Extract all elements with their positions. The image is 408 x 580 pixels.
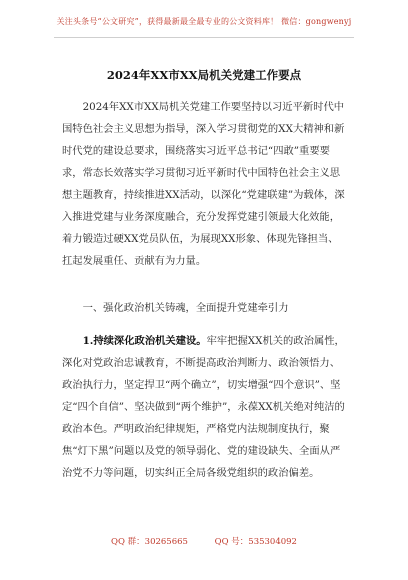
header-divider (54, 37, 354, 38)
footer-qq-group: QQ 群：30265665 (111, 537, 188, 547)
item-lead: 1.持续深化政治机关建设。 (82, 335, 207, 347)
document-title: 2024年XX市XX局机关党建工作要点 (106, 68, 302, 82)
intro-paragraph: 2024年XX市XX局机关党建工作要坚持以习近平新时代中国特色社会主义思想为指导，深入学习贯彻党的XX大精神和新时代党的建设总要求，围绕落实习近平总书记“四敢”重要要求，常态长效落实学习贯彻习近平新时代中国特色社会主义思想主题教育，持续推进XX活动，以深化“党建联建”为载体，深入推进党建与业务深度融合，充分发挥党建引领最大化效能，着力锻造过硬XX党员队伍，为展现XX形象、体现先锋担当、扛起发展重任、贡献有为力量。 (62, 101, 345, 267)
item-paragraph (62, 330, 346, 484)
header-promo-text: 关注头条号“公文研究”，获得最新最全最专业的公文资料库！ 微信：gongwenyj (56, 17, 352, 26)
footer-contact (0, 535, 408, 547)
footer-qq-number: QQ 号：535304092 (214, 537, 297, 547)
item-body: 牢牢把握XX机关的政治属性，深化对党政治忠诚教育，不断提高政治判断力、政治领悟力、政治执行力，坚定捍卫“两个确立”，切实增强“四个意识”、坚定“四个自信”、坚决做到“两个维护”，永葆XX机关绝对纯洁的政治本色。严明政治纪律规矩，严格党内法规制度执行，聚焦“灯下黑”问题以及党的领导弱化、党的建设缺失、全面从严治党不力等问题，切实纠正全局各级党组织的政治偏差。 (62, 335, 345, 479)
section-heading: 一、强化政治机关铸魂，全面提升党建牵引力 (82, 302, 289, 314)
